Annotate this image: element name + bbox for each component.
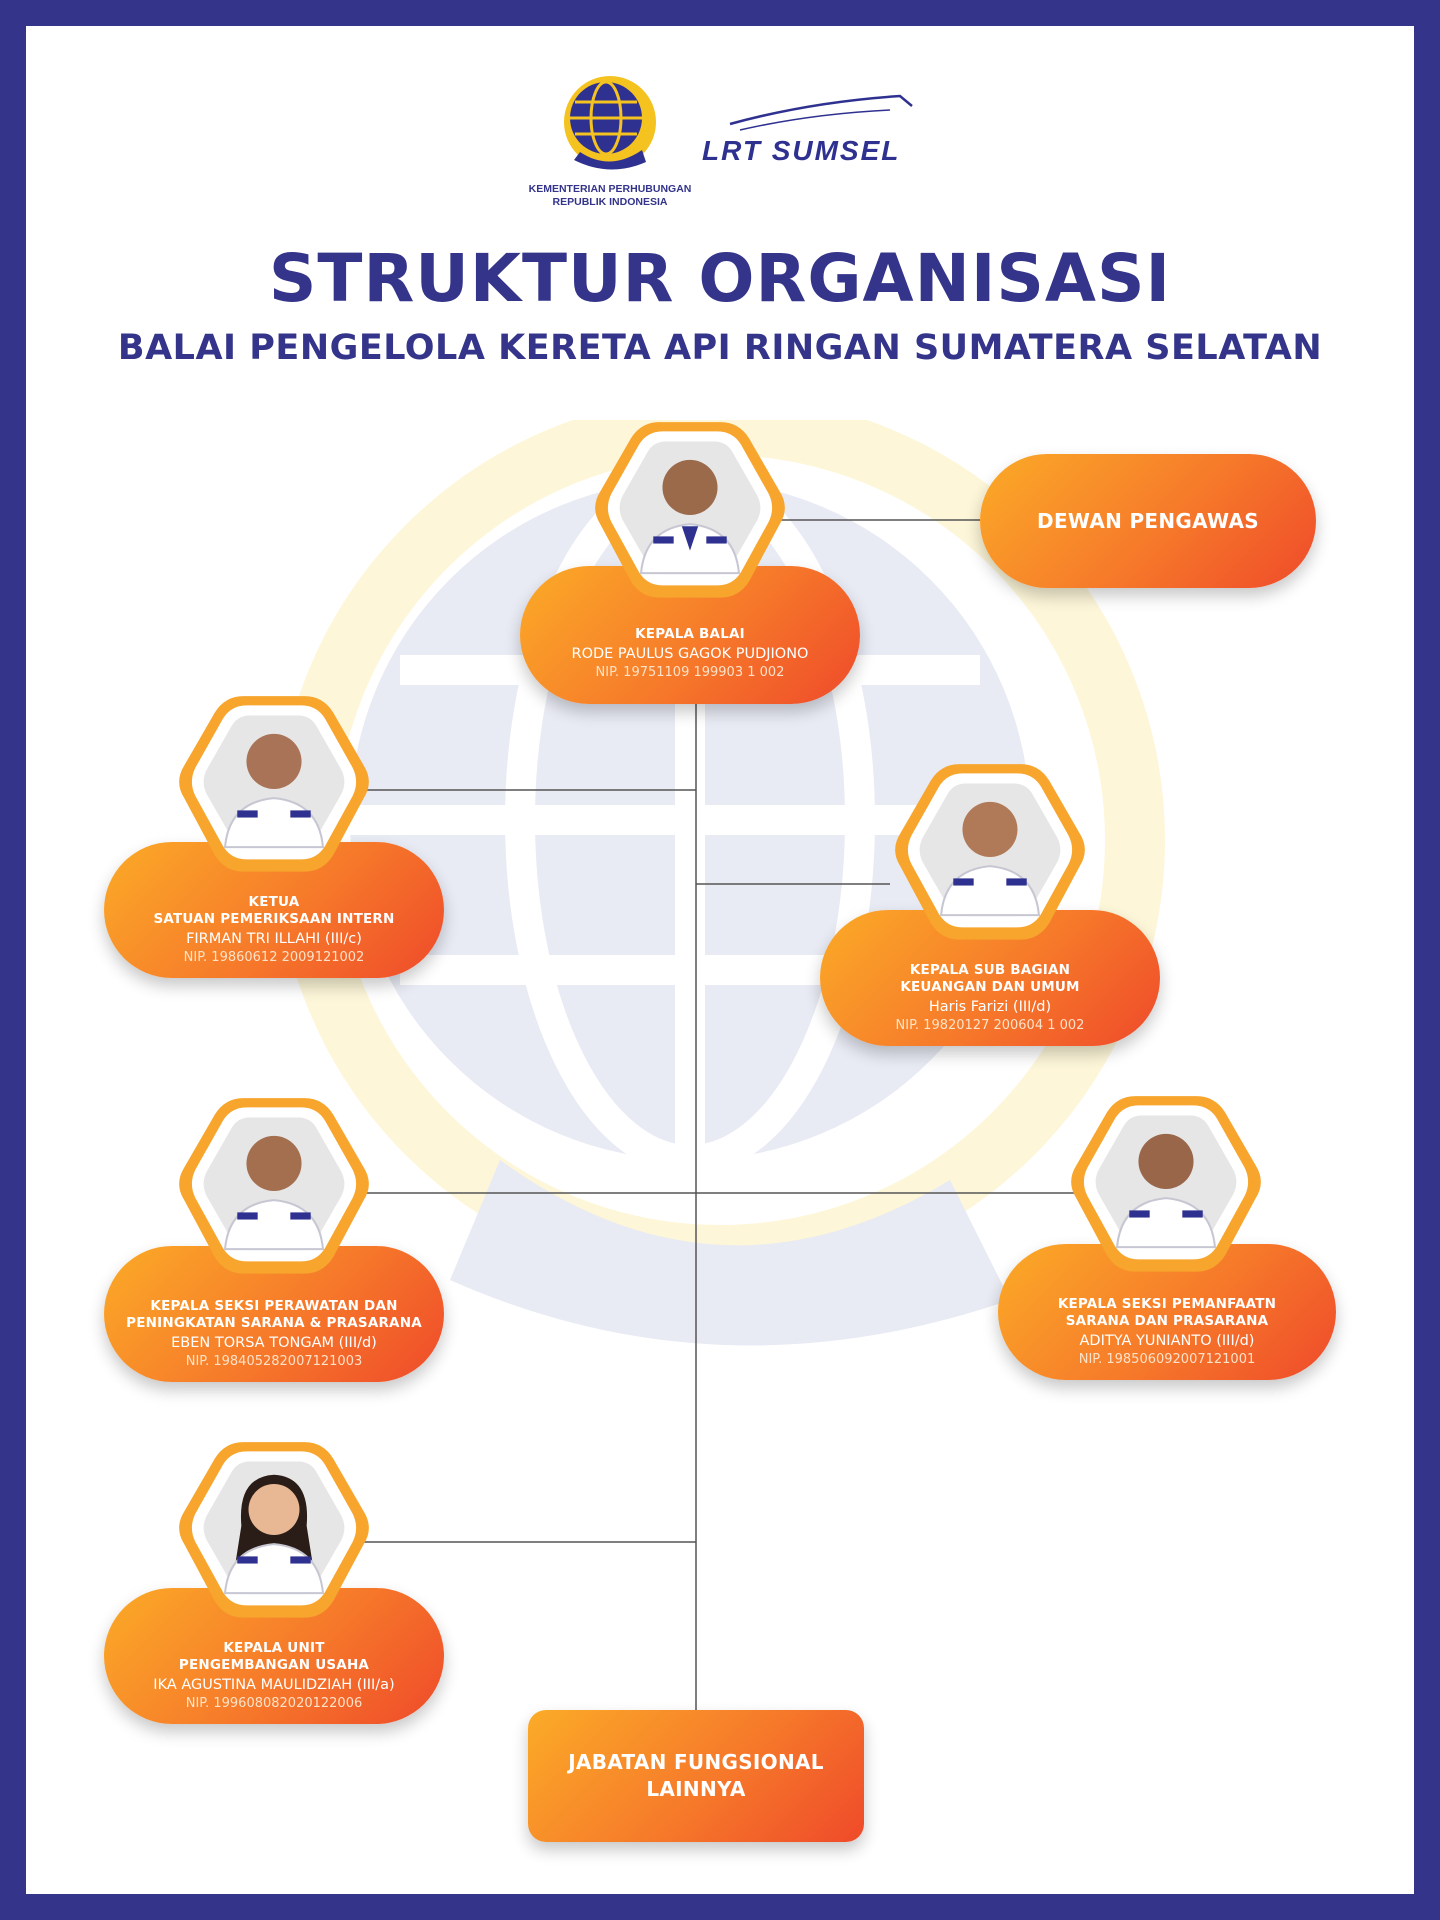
person-nip: NIP. 198506092007121001 <box>1078 1352 1256 1367</box>
lrt-sumsel-logo <box>690 88 930 168</box>
position-title-line2: SARANA DAN PRASARANA <box>1065 1313 1269 1329</box>
person-name: EBEN TORSA TONGAM (III/d) <box>171 1335 377 1351</box>
dewan-pengawas-label: DEWAN PENGAWAS <box>1037 508 1259 533</box>
node-jabatan-fungsional <box>528 1710 864 1842</box>
kemenhub-caption <box>500 183 720 209</box>
person-name: ADITYA YUNIANTO (III/d) <box>1079 1333 1255 1349</box>
position-title: KEPALA SEKSI PEMANFAATN <box>1057 1296 1277 1312</box>
position-title: KEPALA SEKSI PERAWATAN DAN <box>150 1298 398 1314</box>
jabatan-fungsional-line1: JABATAN FUNGSIONAL <box>568 1750 824 1774</box>
portrait-kasi-perawatan <box>172 1090 376 1294</box>
position-title-line2: KEUANGAN DAN UMUM <box>900 979 1080 995</box>
lrt-brand-text: LRT SUMSEL <box>702 135 901 166</box>
position-title-line2: PENGEMBANGAN USAHA <box>178 1657 370 1673</box>
portrait-kasi-pemanfaatan <box>1064 1088 1268 1292</box>
position-title: KETUA <box>248 894 300 910</box>
page-subtitle: BALAI PENGELOLA KERETA API RINGAN SUMATERA SELATAN <box>117 328 1323 368</box>
person-nip: NIP. 19860612 2009121002 <box>183 950 365 965</box>
ministry-line2: REPUBLIK INDONESIA <box>552 196 668 208</box>
position-title: KEPALA SUB BAGIAN <box>909 962 1071 978</box>
position-title: KEPALA UNIT <box>223 1640 325 1656</box>
ministry-line1: KEMENTERIAN PERHUBUNGAN <box>528 183 692 195</box>
kemenhub-logo <box>560 72 660 172</box>
person-nip: NIP. 199608082020122006 <box>185 1696 363 1711</box>
page-title: STRUKTUR ORGANISASI <box>268 240 1172 317</box>
portrait-kepala-unit <box>172 1434 376 1638</box>
person-name: FIRMAN TRI ILLAHI (III/c) <box>186 931 362 947</box>
portrait-ketua-spi <box>172 688 376 892</box>
position-title: KEPALA BALAI <box>635 626 745 642</box>
person-nip: NIP. 198405282007121003 <box>185 1354 363 1369</box>
position-title-line2: SATUAN PEMERIKSAAN INTERN <box>153 911 395 927</box>
person-name: Haris Farizi (III/d) <box>928 999 1052 1015</box>
person-name: IKA AGUSTINA MAULIDZIAH (III/a) <box>153 1677 395 1693</box>
person-nip: NIP. 19751109 199903 1 002 <box>595 665 785 680</box>
person-name: RODE PAULUS GAGOK PUDJIONO <box>571 646 809 662</box>
jabatan-fungsional-line2: LAINNYA <box>646 1777 746 1801</box>
person-nip: NIP. 19820127 200604 1 002 <box>895 1018 1085 1033</box>
position-title-line2: PENINGKATAN SARANA & PRASARANA <box>126 1315 422 1331</box>
portrait-kasubag-keuangan <box>888 756 1092 960</box>
portrait-kepala-balai <box>588 414 792 618</box>
node-dewan-pengawas <box>980 454 1316 588</box>
